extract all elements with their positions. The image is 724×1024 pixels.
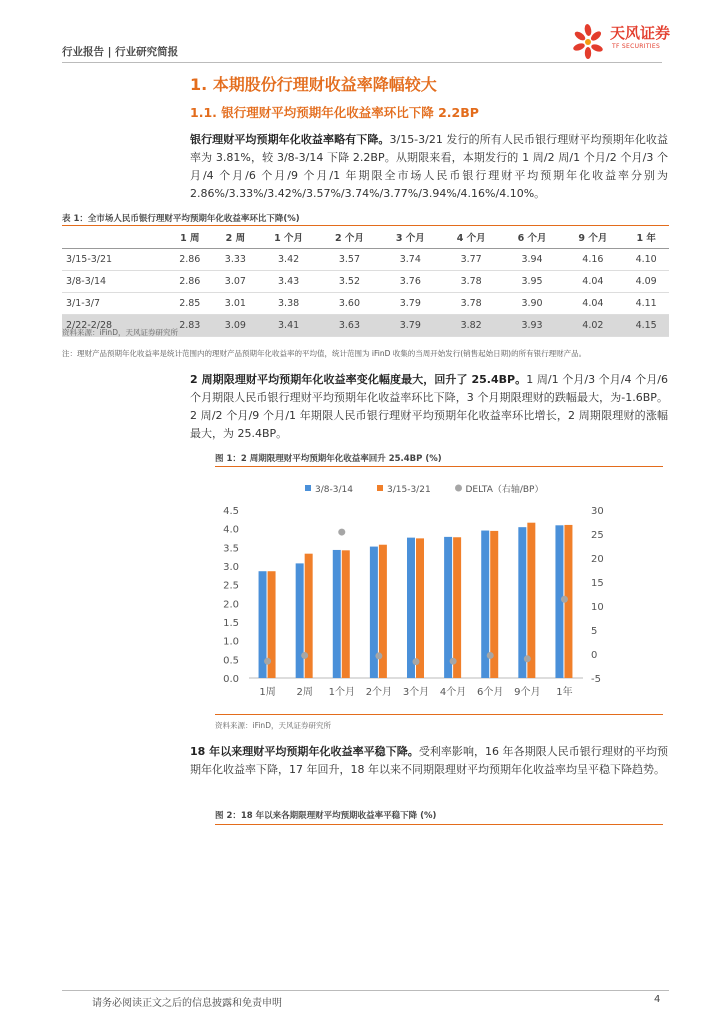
- table-cell: 2/22-2/28: [62, 315, 167, 337]
- report-category: 行业报告 | 行业研究简报: [62, 46, 179, 58]
- legend-label: 3/8-3/14: [315, 485, 353, 495]
- right-axis-tick: -5: [591, 674, 601, 685]
- table-cell: 4.15: [623, 315, 669, 337]
- table-cell: 3/8-3/14: [62, 271, 167, 293]
- table-cell: 3.78: [441, 293, 502, 315]
- table-header-cell: 1 周: [167, 226, 213, 249]
- table-header-cell: [62, 226, 167, 249]
- table-cell: 3.07: [213, 271, 259, 293]
- disclaimer-note: 请务必阅读正文之后的信息披露和免责申明: [92, 998, 282, 1009]
- paragraph-3: [190, 743, 668, 779]
- bar-1: [305, 554, 313, 678]
- right-axis-tick: 0: [591, 650, 598, 661]
- table-header-cell: 1 个月: [258, 226, 319, 249]
- table-cell: 3.43: [258, 271, 319, 293]
- left-axis-tick: 1.0: [223, 636, 239, 648]
- table-cell: 3.52: [319, 271, 380, 293]
- bar-1: [416, 538, 424, 678]
- delta-point: [413, 658, 420, 665]
- table-cell: 4.11: [623, 293, 669, 315]
- table-cell: 3.60: [319, 293, 380, 315]
- table-cell: 3/1-3/7: [62, 293, 167, 315]
- table-cell: 4.09: [623, 271, 669, 293]
- table-cell: 4.16: [562, 249, 623, 271]
- page-number: 4: [654, 994, 661, 1005]
- table-cell: 2.83: [167, 315, 213, 337]
- x-tick-label: 4个月: [439, 687, 467, 698]
- legend-swatch: [455, 485, 462, 492]
- section-heading: 1. 本期股份行理财收益率降幅较大: [190, 75, 437, 94]
- table-cell: 3.38: [258, 293, 319, 315]
- left-axis-tick: 2.0: [223, 599, 239, 611]
- table-cell: 4.04: [562, 271, 623, 293]
- table-header-cell: 1 年: [623, 226, 669, 249]
- paragraph-1: [190, 131, 668, 203]
- table-row: [62, 271, 669, 293]
- table-cell: 3.57: [319, 249, 380, 271]
- paragraph-2-body: 1 周/1 个月/3 个月/4 个月/6 个月期限人民币银行理财平均预期年化收益率环比下降，3 个月期限理财的跌幅最大，为-1.6BP。2 周/2 个月/9 个月/1 年期限人民币银行理财平均预期年化收益率环比增长，2 周期限理财的涨幅最大，为 25.4BP。: [190, 373, 668, 440]
- yield-table: [62, 226, 669, 337]
- legend-label: DELTA（右轴/BP）: [465, 485, 544, 495]
- right-axis-tick: 15: [591, 578, 604, 589]
- table-cell: 3.77: [441, 249, 502, 271]
- bar-0: [333, 550, 341, 678]
- left-axis-tick: 0.5: [223, 655, 239, 667]
- table-row: [62, 293, 669, 315]
- legend-swatch: [377, 485, 383, 491]
- delta-point: [264, 658, 271, 665]
- right-axis-tick: 5: [591, 626, 598, 637]
- bar-1: [453, 537, 461, 678]
- paragraph-1-body: 3/15-3/21 发行的所有人民币银行理财平均预期年化收益率为 3.81%，较 3/8-3/14 下降 2.2BP。从期限来看，本期发行的 1 周/2 周/1 个月/2 个月/3 个月/4 个月/6 个月/9 个月/1 年期限全市场人民币银行理财平均预期年化收益率分别为 2.86%/3.33%/3.42%/3.57%/3.74%/3.77%/3.94%/4.16%/4.10%。: [190, 133, 668, 200]
- paragraph-2-lead: 2 周期限理财平均预期年化收益率变化幅度最大，回升了 25.4BP。: [190, 373, 527, 386]
- x-tick-label: 1年: [556, 687, 573, 698]
- left-axis-tick: 4.0: [223, 524, 239, 536]
- left-axis-tick: 0.0: [223, 674, 239, 685]
- bar-1: [527, 523, 535, 678]
- left-axis-tick: 1.5: [223, 618, 239, 629]
- x-tick-label: 9个月: [514, 687, 541, 698]
- x-tick-label: 3个月: [402, 687, 430, 698]
- right-axis-tick: 25: [591, 530, 604, 541]
- right-axis-tick: 20: [591, 554, 604, 565]
- left-axis-tick: 3.0: [223, 562, 239, 573]
- table-cell: 4.10: [623, 249, 669, 271]
- figure-1-title: 图 1：2 周期限理财平均预期年化收益率回升 25.4BP (%): [215, 454, 442, 464]
- table-cell: 4.04: [562, 293, 623, 315]
- bar-0: [518, 527, 526, 678]
- table-cell: 2.85: [167, 293, 213, 315]
- chart-legend: [305, 483, 543, 495]
- right-axis-tick: 10: [591, 602, 604, 613]
- x-tick-label: 2周: [296, 687, 313, 698]
- delta-point: [338, 529, 345, 536]
- table-1-note: 注：理财产品预期年化收益率是统计范围内的理财产品预期年化收益率的平均值，统计范围为 iFinD 收集的当周开始发行(销售起始日期)的所有银行理财产品。: [62, 349, 587, 358]
- table-cell: 3.82: [441, 315, 502, 337]
- table-cell: 4.02: [562, 315, 623, 337]
- bar-0: [407, 538, 415, 678]
- paragraph-3-lead: 18 年以来理财平均预期年化收益率平稳下降。: [190, 745, 419, 758]
- yield-bar-chart: [215, 470, 655, 710]
- table-cell: 3.74: [380, 249, 441, 271]
- logo-name-en: TF SECURITIES: [612, 43, 661, 50]
- delta-point: [301, 652, 308, 659]
- delta-point: [487, 652, 494, 659]
- delta-point: [561, 596, 568, 603]
- paragraph-1-lead: 银行理财平均预期年化收益率略有下降。: [190, 133, 390, 146]
- table-cell: 3/15-3/21: [62, 249, 167, 271]
- table-1-source: 资料来源：iFinD，天风证券研究所: [62, 328, 178, 337]
- bar-0: [444, 537, 452, 678]
- delta-point: [450, 658, 457, 665]
- legend-swatch: [305, 485, 311, 491]
- paragraph-3-body: 受利率影响，16 年各期限人民币银行理财的平均预期年化收益率下降，17 年回升，18 年以来不同期限理财平均预期年化收益率均呈平稳下降趋势。: [190, 745, 669, 776]
- table-header-cell: 4 个月: [441, 226, 502, 249]
- figure-1-top-rule: [215, 466, 663, 467]
- table-header-row: [62, 226, 669, 249]
- right-axis-tick: 30: [591, 506, 604, 517]
- x-axis-labels: [259, 685, 572, 698]
- table-cell: 3.41: [258, 315, 319, 337]
- table-cell: 3.76: [380, 271, 441, 293]
- legend-label: 3/15-3/21: [387, 485, 431, 495]
- figure-2-title: 图 2：18 年以来各期限理财平均预期收益率平稳下降 (%): [215, 811, 437, 821]
- table-cell: 3.78: [441, 271, 502, 293]
- table-cell: 2.86: [167, 271, 213, 293]
- right-axis: [591, 506, 604, 685]
- table-header-cell: 9 个月: [562, 226, 623, 249]
- table-row: [62, 249, 669, 271]
- table-cell: 3.93: [502, 315, 563, 337]
- table-cell: 3.90: [502, 293, 563, 315]
- subsection-heading: 1.1. 银行理财平均预期年化收益率环比下降 2.2BP: [190, 105, 479, 120]
- table-cell: 3.95: [502, 271, 563, 293]
- table-cell: 3.79: [380, 293, 441, 315]
- logo-name-cn: 天风证券: [610, 24, 671, 42]
- table-cell: 3.94: [502, 249, 563, 271]
- bar-1: [342, 550, 350, 678]
- table-cell: 3.01: [213, 293, 259, 315]
- paragraph-2: [190, 371, 668, 443]
- figure-1-source: 资料来源：iFinD，天风证券研究所: [215, 721, 331, 730]
- table-cell: 3.42: [258, 249, 319, 271]
- bar-0: [296, 563, 304, 678]
- x-tick-label: 6个月: [477, 687, 504, 698]
- figure-1-bottom-rule: [215, 714, 663, 715]
- delta-point: [375, 652, 382, 659]
- x-tick-label: 1个月: [328, 687, 355, 698]
- table-cell: 3.09: [213, 315, 259, 337]
- figure-2-top-rule: [215, 824, 663, 825]
- table-header-cell: 6 个月: [502, 226, 563, 249]
- table-cell: 3.79: [380, 315, 441, 337]
- table-cell: 3.33: [213, 249, 259, 271]
- table-header-cell: 2 周: [213, 226, 259, 249]
- table-cell: 2.86: [167, 249, 213, 271]
- delta-point: [524, 655, 531, 662]
- x-tick-label: 2个月: [365, 687, 393, 698]
- footer-divider: [62, 990, 669, 991]
- table-1-title: 表 1：全市场人民币银行理财平均预期年化收益率环比下降(%): [62, 214, 300, 224]
- x-tick-label: 1周: [259, 687, 276, 698]
- left-axis-tick: 3.5: [223, 543, 239, 555]
- table-cell: 3.63: [319, 315, 380, 337]
- table-header-cell: 3 个月: [380, 226, 441, 249]
- table-header-cell: 2 个月: [319, 226, 380, 249]
- left-axis-tick: 4.5: [223, 506, 239, 517]
- left-axis-tick: 2.5: [223, 580, 239, 592]
